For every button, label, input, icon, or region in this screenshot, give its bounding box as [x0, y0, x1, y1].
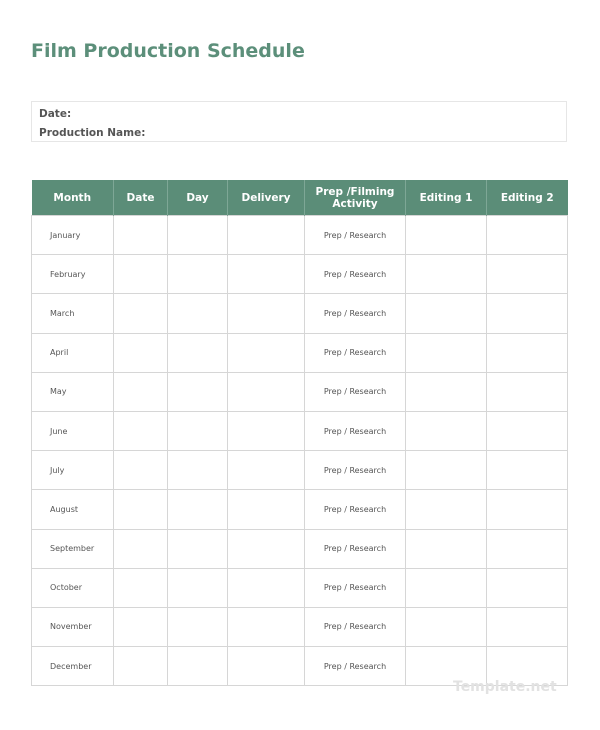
date-label: Date:	[39, 108, 72, 120]
date-cell[interactable]	[114, 568, 168, 607]
month-cell: September	[32, 529, 114, 568]
activity-cell: Prep / Research	[305, 372, 406, 411]
activity-cell: Prep / Research	[305, 216, 406, 255]
month-cell: December	[32, 647, 114, 686]
delivery-cell[interactable]	[228, 372, 305, 411]
header-editing-1: Editing 1	[406, 180, 487, 216]
activity-cell: Prep / Research	[305, 451, 406, 490]
production-name-label: Production Name:	[39, 127, 146, 139]
header-delivery: Delivery	[228, 180, 305, 216]
editing-1-cell[interactable]	[406, 294, 487, 333]
delivery-cell[interactable]	[228, 568, 305, 607]
editing-2-cell[interactable]	[487, 372, 568, 411]
month-cell: July	[32, 451, 114, 490]
editing-1-cell[interactable]	[406, 490, 487, 529]
editing-2-cell[interactable]	[487, 490, 568, 529]
table-row	[32, 333, 568, 372]
delivery-cell[interactable]	[228, 255, 305, 294]
header-date: Date	[114, 180, 168, 216]
activity-cell: Prep / Research	[305, 255, 406, 294]
month-cell: June	[32, 411, 114, 450]
editing-1-cell[interactable]	[406, 372, 487, 411]
date-cell[interactable]	[114, 411, 168, 450]
editing-2-cell[interactable]	[487, 216, 568, 255]
editing-2-cell[interactable]	[487, 294, 568, 333]
editing-2-cell[interactable]	[487, 255, 568, 294]
date-cell[interactable]	[114, 647, 168, 686]
table-row	[32, 294, 568, 333]
delivery-cell[interactable]	[228, 607, 305, 646]
table-row	[32, 411, 568, 450]
day-cell[interactable]	[168, 490, 228, 529]
table-row	[32, 255, 568, 294]
delivery-cell[interactable]	[228, 490, 305, 529]
header-editing-2: Editing 2	[487, 180, 568, 216]
month-cell: November	[32, 607, 114, 646]
day-cell[interactable]	[168, 333, 228, 372]
page-title: Film Production Schedule	[31, 40, 305, 62]
date-cell[interactable]	[114, 451, 168, 490]
table-row	[32, 607, 568, 646]
header-row	[32, 180, 568, 216]
editing-1-cell[interactable]	[406, 333, 487, 372]
day-cell[interactable]	[168, 451, 228, 490]
date-cell[interactable]	[114, 255, 168, 294]
month-cell: October	[32, 568, 114, 607]
delivery-cell[interactable]	[228, 529, 305, 568]
editing-1-cell[interactable]	[406, 255, 487, 294]
date-cell[interactable]	[114, 294, 168, 333]
month-cell: April	[32, 333, 114, 372]
delivery-cell[interactable]	[228, 411, 305, 450]
header-activity: Prep /Filming Activity	[305, 180, 406, 216]
date-cell[interactable]	[114, 490, 168, 529]
table-row	[32, 529, 568, 568]
activity-cell: Prep / Research	[305, 411, 406, 450]
schedule-table	[31, 180, 568, 686]
month-cell: February	[32, 255, 114, 294]
day-cell[interactable]	[168, 647, 228, 686]
date-cell[interactable]	[114, 216, 168, 255]
date-cell[interactable]	[114, 607, 168, 646]
month-cell: May	[32, 372, 114, 411]
date-cell[interactable]	[114, 372, 168, 411]
table-row	[32, 451, 568, 490]
editing-2-cell[interactable]	[487, 529, 568, 568]
delivery-cell[interactable]	[228, 294, 305, 333]
editing-1-cell[interactable]	[406, 451, 487, 490]
activity-cell: Prep / Research	[305, 607, 406, 646]
header-month: Month	[32, 180, 114, 216]
date-cell[interactable]	[114, 333, 168, 372]
activity-cell: Prep / Research	[305, 647, 406, 686]
day-cell[interactable]	[168, 607, 228, 646]
editing-1-cell[interactable]	[406, 568, 487, 607]
day-cell[interactable]	[168, 294, 228, 333]
editing-1-cell[interactable]	[406, 411, 487, 450]
day-cell[interactable]	[168, 255, 228, 294]
header-day: Day	[168, 180, 228, 216]
editing-2-cell[interactable]	[487, 568, 568, 607]
day-cell[interactable]	[168, 411, 228, 450]
delivery-cell[interactable]	[228, 333, 305, 372]
delivery-cell[interactable]	[228, 216, 305, 255]
watermark: Template.net	[453, 679, 557, 695]
editing-2-cell[interactable]	[487, 451, 568, 490]
info-box	[31, 101, 567, 142]
day-cell[interactable]	[168, 372, 228, 411]
table-row	[32, 216, 568, 255]
editing-1-cell[interactable]	[406, 529, 487, 568]
editing-1-cell[interactable]	[406, 607, 487, 646]
activity-cell: Prep / Research	[305, 294, 406, 333]
editing-1-cell[interactable]	[406, 216, 487, 255]
table-row	[32, 490, 568, 529]
month-cell: January	[32, 216, 114, 255]
delivery-cell[interactable]	[228, 647, 305, 686]
month-cell: August	[32, 490, 114, 529]
table-row	[32, 568, 568, 607]
day-cell[interactable]	[168, 529, 228, 568]
table-row	[32, 372, 568, 411]
delivery-cell[interactable]	[228, 451, 305, 490]
activity-cell: Prep / Research	[305, 529, 406, 568]
editing-2-cell[interactable]	[487, 333, 568, 372]
month-cell: March	[32, 294, 114, 333]
day-cell[interactable]	[168, 568, 228, 607]
editing-2-cell[interactable]	[487, 411, 568, 450]
date-cell[interactable]	[114, 529, 168, 568]
activity-cell: Prep / Research	[305, 490, 406, 529]
day-cell[interactable]	[168, 216, 228, 255]
editing-2-cell[interactable]	[487, 607, 568, 646]
activity-cell: Prep / Research	[305, 333, 406, 372]
activity-cell: Prep / Research	[305, 568, 406, 607]
